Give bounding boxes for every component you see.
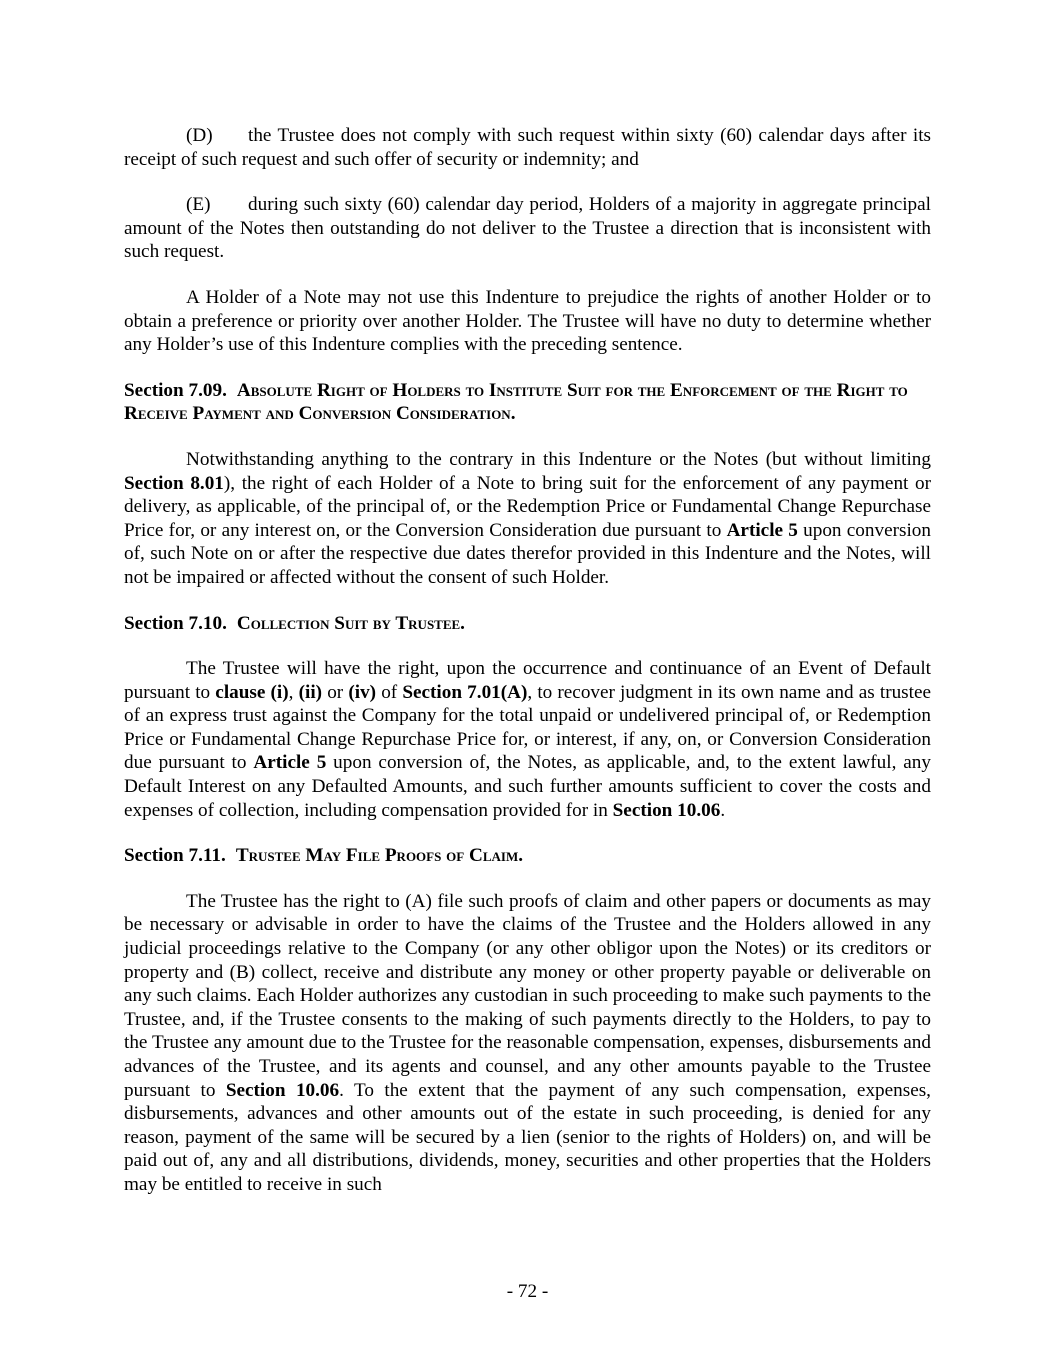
paragraph-holder-use: A Holder of a Note may not use this Indenture to prejudice the rights of another Holder or to obtain a preference or priority over another Holder. The Trustee will have no duty to determine whether any Holder’s use of this Indenture complies with the preceding sentence.	[124, 286, 931, 356]
cross-reference: (ii)	[298, 681, 323, 703]
cross-reference: Article 5	[253, 752, 327, 774]
cross-reference: Section 10.06	[225, 1079, 340, 1101]
text-run: ,	[288, 681, 299, 703]
text-run: The Trustee will have the right, upon the occurrence and continuance of an Event of Default pursuant to	[124, 658, 931, 703]
text-run: , to recover judgment in its own name and as trustee of an express trust against the Company for the total unpaid or undelivered principal of, or Redemption Price or Fundamental Change Repurchase Price for, or interest, if any, on, or Conversion Consideration due pursuant to	[124, 681, 932, 774]
cross-reference: Section 8.01	[124, 472, 224, 494]
text-run: .	[720, 799, 726, 821]
paragraph-e	[124, 193, 931, 264]
paragraph-text: the Trustee does not comply with such request within sixty (60) calendar days after its receipt of such request and such offer of security or indemnity; and	[124, 125, 931, 170]
paragraph-d	[124, 124, 931, 171]
section-heading-7-09	[124, 379, 931, 426]
text-run: Notwithstanding anything to the contrary in this Indenture or the Notes (but without limiting	[186, 448, 931, 470]
text-run: The Trustee has the right to (A) file such proofs of claim and other papers or documents as may be necessary or advisable in order to have the claims of the Trustee and the Holders allowed in any judicial proceedings relative to the Company (or any other obligor upon the Notes) or its creditors or property and (B) collect, receive and distribute any money or other property payable or deliverable on any such claims. Each Holder authorizes any custodian in such proceeding to make such payments to the Trustee, and, if the Trustee consents to the making of such payments directly to the Holders, to pay to the Trustee any amount due to the Trustee for the reasonable compensation, expenses, disbursements and advances of the Trustee, and its agents and counsel, and any other amounts payable to the Trustee pursuant to	[124, 890, 931, 1101]
section-heading-7-10	[124, 612, 931, 636]
cross-reference: Article 5	[726, 519, 798, 541]
section-7-10-body	[124, 657, 931, 822]
paragraph-text: during such sixty (60) calendar day period, Holders of a majority in aggregate principal amount of the Notes then outstanding do not deliver to the Trustee a direction that is inconsistent with such request.	[124, 194, 931, 263]
text-run: ), the right of each Holder of a Note to bring suit for the enforcement of any payment or delivery, as applicable, of the principal of, or the Redemption Price or Fundamental Change Repurchase Price for, or any interest on, or the Conversion Consideration due pursuant to	[124, 472, 931, 541]
text-run: of	[376, 681, 403, 703]
section-number: Section 7.11.	[124, 845, 226, 867]
text-run: or	[322, 681, 349, 703]
text-run: upon conversion of, such Note on or after the respective due dates therefor provided in this Indenture and the Notes, will not be impaired or affected without the consent of such Holder.	[124, 519, 931, 588]
section-number: Section 7.09.	[124, 379, 227, 401]
page-number: - 72 -	[506, 1281, 549, 1302]
paragraph-label: (E)	[186, 194, 211, 216]
text-run: . To the extent that the payment of any such compensation, expenses, disbursements, advances and other amounts out of the estate in such proceeding, is denied for any reason, payment of the same will be secured by a lien (senior to the rights of Holders) on, and will be paid out of, any and all distributions, dividends, money, securities and other properties that the Holders may be entitled to receive in such	[124, 1079, 931, 1195]
cross-reference: clause (i)	[215, 681, 289, 703]
section-7-11-body	[124, 890, 931, 1197]
text-run: upon conversion of, the Notes, as applicable, and, to the extent lawful, any Default Interest on any Defaulted Amounts, and such further amounts sufficient to cover the costs and expenses of collection, including compensation provided for in	[124, 752, 931, 821]
section-title: Collection Suit by Trustee.	[236, 612, 465, 634]
cross-reference: Section 7.01(A)	[402, 681, 528, 703]
section-title: Absolute Right of Holders to Institute Suit for the Enforcement of the Right to Receive Payment and Conversion Consideration.	[124, 379, 908, 425]
document-page	[124, 124, 931, 1197]
cross-reference: (iv)	[348, 681, 377, 703]
section-7-09-body	[124, 448, 931, 590]
section-title: Trustee May File Proofs of Claim.	[235, 845, 524, 867]
section-heading-7-11	[124, 844, 931, 868]
cross-reference: Section 10.06	[612, 799, 721, 821]
section-number: Section 7.10.	[124, 612, 227, 634]
paragraph-label: (D)	[186, 125, 213, 146]
